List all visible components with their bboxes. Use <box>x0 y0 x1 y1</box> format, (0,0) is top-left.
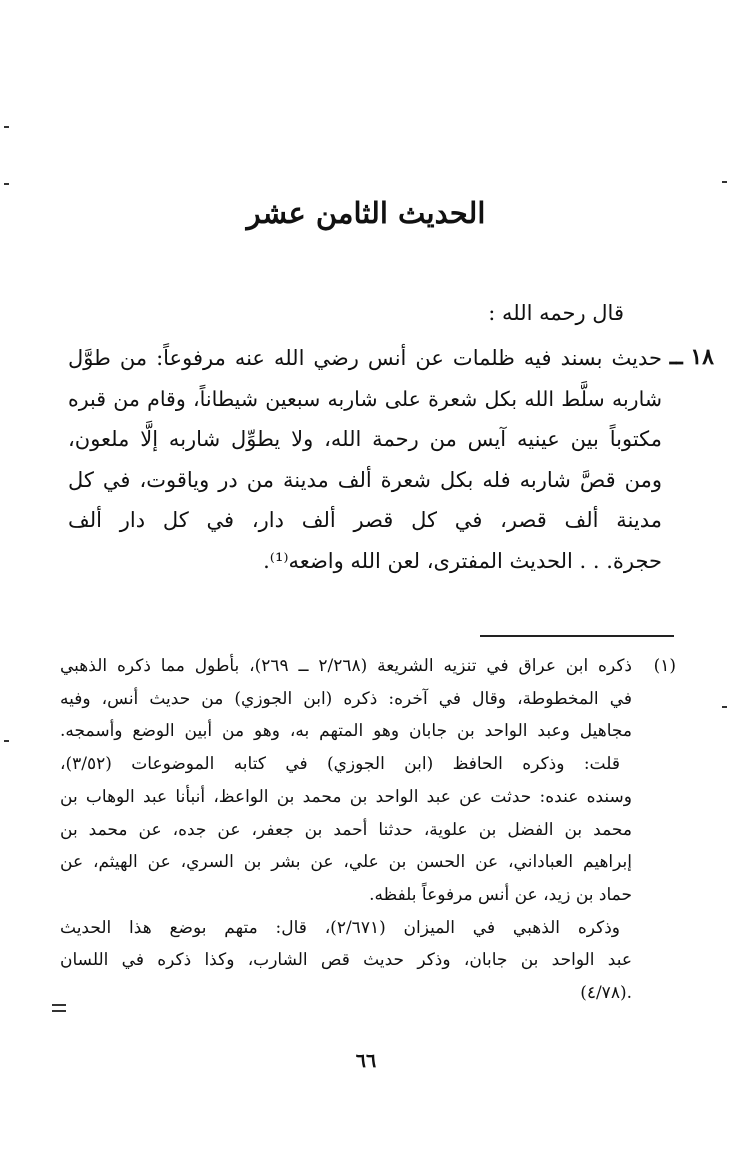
margin-mark <box>722 706 727 708</box>
footnote-line: حماد بن زيد، عن أنس مرفوعاً بلفظه. <box>369 884 632 905</box>
footnote-line: قلت: وذكره الحافظ (ابن الجوزي) في كتابه الموضوعات (٣/٥٢)، <box>60 754 620 775</box>
footnote-line: في المخطوطة، وقال في آخره: ذكره (ابن الجوزي) من حديث أنس، وفيه <box>60 688 632 709</box>
intro-line: قال رحمه الله : <box>488 301 624 325</box>
chapter-title: الحديث الثامن عشر <box>246 196 486 230</box>
footnote-line: عبد الواحد بن جابان، وذكر حديث قص الشارب، وكذا ذكره في اللسان <box>60 950 632 971</box>
footnote-line: وذكره الذهبي في الميزان (٢/٦٧١)، قال: متهم بوضع هذا الحديث <box>60 917 620 938</box>
footnote-line: محمد بن الفضل بن علوية، حدثنا أحمد بن جعفر، عن جده، عن محمد بن <box>60 819 632 840</box>
footnote-line: إبراهيم العباداني، عن الحسن بن علي، عن بشر بن السري، عن الهيثم، عن <box>60 852 632 873</box>
hadith-line: شاربه سلَّط الله بكل شعرة على شاربه سبعين شيطاناً، وقام من قبره <box>68 386 662 411</box>
margin-mark <box>4 183 9 185</box>
hadith-line: ومن قصَّ شاربه فله بكل شعرة ألف مدينة من در وياقوت، في كل <box>68 467 662 492</box>
footnote-line: ذكره ابن عراق في تنزيه الشريعة (٢/٢٦٨ ــ ٢٦٩)، بأطول مما ذكره الذهبي <box>60 656 633 676</box>
footnote-line: .(٤/٧٨) <box>580 983 632 1004</box>
footnote-number: (١) <box>653 656 676 676</box>
margin-mark <box>4 740 9 742</box>
footnote-line: مجاهيل وعبد الواحد بن جابان وهو المتهم به، وهو من أبين الوضع وأسمجه. <box>60 721 632 742</box>
margin-mark <box>4 126 9 128</box>
margin-mark <box>722 181 727 183</box>
footnote-separator <box>480 635 674 637</box>
hadith-number: ١٨ ــ <box>669 344 714 370</box>
continuation-mark <box>52 1004 66 1012</box>
hadith-line: حجرة. . . الحديث المفترى، لعن الله واضعه⁽¹⁾. <box>263 548 662 573</box>
footnote <box>60 650 676 1010</box>
hadith-line: مكتوباً بين عينيه آيس من رحمة الله، ولا يطوِّل شاربه إلَّا ملعون، <box>68 427 662 451</box>
hadith-line: حديث بسند فيه ظلمات عن أنس رضي الله عنه مرفوعاً: من طوَّل <box>68 346 662 370</box>
hadith-text <box>68 338 714 581</box>
footnote-body <box>60 650 632 1010</box>
page-number: ٦٦ <box>355 1050 377 1072</box>
footnote-line: وسنده عنده: حدثت عن عبد الواحد بن محمد بن الواعظ، أنبأنا عبد الوهاب بن <box>60 786 632 807</box>
hadith-line: مدينة ألف قصر، في كل قصر ألف دار، في كل دار ألف <box>68 508 662 532</box>
